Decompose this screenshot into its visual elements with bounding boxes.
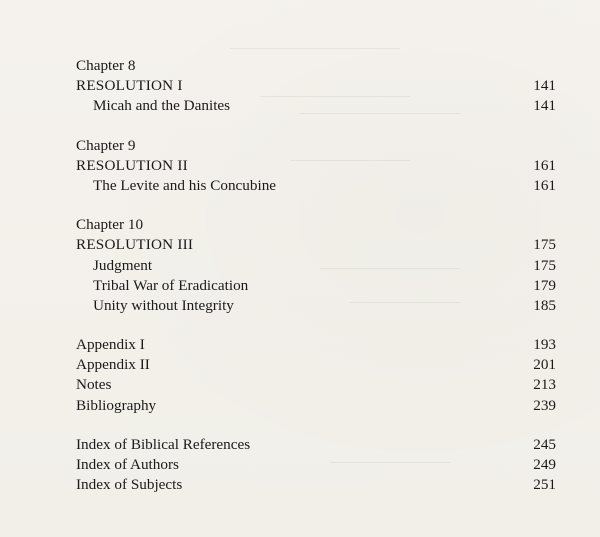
page-number: 175 — [533, 236, 556, 254]
toc-entry — [76, 335, 556, 355]
table-of-contents — [76, 56, 556, 514]
appendix-title: Appendix II — [76, 356, 150, 374]
section-title: Judgment — [93, 256, 153, 274]
index-title: Index of Subjects — [76, 476, 183, 494]
chapter-label: Chapter 8 — [76, 57, 136, 74]
toc-entry — [76, 276, 556, 296]
page-number: 161 — [533, 176, 556, 194]
toc-entry — [76, 435, 556, 455]
toc-entry — [76, 76, 556, 96]
section-title: Micah and the Danites — [93, 97, 231, 115]
page-number: 193 — [533, 336, 556, 354]
chapter-9-group — [76, 136, 556, 197]
chapter-8-group — [76, 56, 556, 117]
toc-entry — [76, 455, 556, 475]
part-title: RESOLUTION III — [76, 236, 194, 254]
toc-entry — [76, 375, 556, 395]
toc-entry — [76, 96, 556, 116]
toc-entry — [76, 355, 556, 375]
index-title: Index of Authors — [76, 456, 179, 473]
section-title: Tribal War of Eradication — [93, 276, 249, 294]
toc-entry — [76, 176, 556, 196]
toc-entry — [76, 396, 556, 416]
page-number: 201 — [533, 356, 556, 374]
notes-title: Notes — [76, 376, 112, 394]
page-number: 161 — [533, 156, 556, 174]
chapter-label: Chapter 9 — [76, 136, 136, 154]
indexes-group — [76, 435, 556, 496]
toc-entry — [76, 156, 556, 176]
chapter-label: Chapter 10 — [76, 216, 144, 234]
section-title: The Levite and his Concubine — [93, 176, 277, 194]
page-number: 251 — [533, 476, 556, 494]
part-title: RESOLUTION II — [76, 156, 188, 174]
page-number: 249 — [533, 456, 556, 473]
page-number: 245 — [533, 435, 556, 453]
page-number: 185 — [533, 296, 556, 314]
toc-entry — [76, 475, 556, 495]
toc-entry — [76, 296, 556, 316]
part-title: RESOLUTION I — [76, 77, 183, 95]
back-matter-group — [76, 335, 556, 416]
bibliography-title: Bibliography — [76, 396, 157, 414]
page-number: 239 — [533, 396, 556, 414]
page-number: 179 — [533, 276, 556, 294]
section-title: Unity without Integrity — [93, 296, 234, 314]
page-number: 141 — [533, 77, 556, 95]
chapter-10-group — [76, 215, 556, 316]
toc-entry — [76, 235, 556, 255]
show-through-line — [230, 48, 400, 49]
appendix-title: Appendix I — [76, 336, 145, 354]
page-number: 175 — [533, 256, 556, 274]
page-number: 213 — [533, 376, 556, 394]
toc-entry — [76, 256, 556, 276]
page-number: 141 — [533, 97, 556, 115]
index-title: Index of Biblical References — [76, 435, 251, 453]
